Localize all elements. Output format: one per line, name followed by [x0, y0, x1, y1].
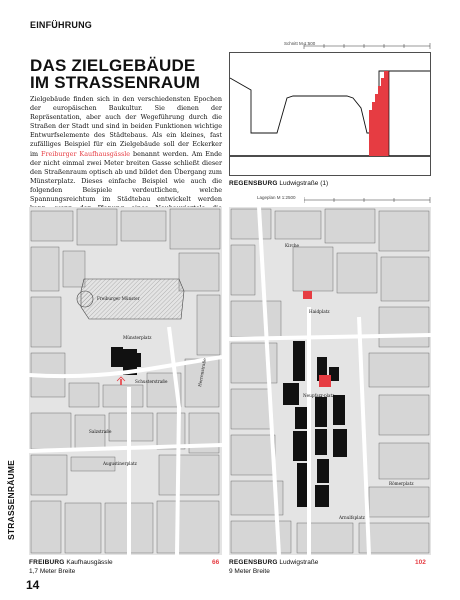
- regensburg-figure-number: 102: [415, 559, 426, 566]
- label-augustinerplatz: Augustinerplatz: [103, 461, 137, 466]
- section-profile: [230, 71, 430, 133]
- section-label: EINFÜHRUNG: [30, 20, 92, 30]
- section-scale-bar: [304, 43, 430, 49]
- label-schusterstrasse: Schusterstraße: [135, 379, 168, 384]
- section-figure: [229, 38, 431, 187]
- regensburg-caption: [229, 559, 318, 566]
- label-haidplatz: Haidplatz: [309, 309, 330, 314]
- section-caption-street: Ludwigstraße (1): [279, 180, 329, 187]
- title-line-1: DAS ZIELGEBÄUDE: [30, 56, 196, 75]
- section-scale-label: Schnitt M 1:500: [284, 41, 316, 46]
- freiburg-site-plan: [29, 207, 222, 555]
- site-plan-scale-bar: [304, 192, 432, 206]
- label-ludwigstrasse: Ludwigstraße: [317, 395, 324, 426]
- regensburg-caption-street: Ludwigstraße: [279, 559, 319, 566]
- section-drawing: [229, 38, 431, 176]
- freiburg-figure-number: 66: [212, 559, 220, 566]
- intro-text-2: benannt werden. Am Ende der nicht einmal zwei Meter breiten Gasse schließt dieser den Straßenraum optisch ab und bildet den Übergang zum Münsterplatz. Dieses einfache Beispiel wie auch die folgenden Beispiele verdeutlichen, welche Spannungsreichtum im Städtebau entwickelt werden: [30, 149, 222, 204]
- regensburg-map: [229, 207, 431, 575]
- label-herrenstrasse: Herrenstraße: [197, 357, 208, 388]
- label-roemerplatz: Römerplatz: [389, 481, 414, 486]
- label-muensterplatz: Münsterplatz: [123, 335, 152, 340]
- freiburg-caption-street: Kaufhausgässle: [66, 559, 113, 566]
- vertical-section-tag: STRASSENRÄUME: [6, 459, 16, 540]
- freiburg-caption: [29, 559, 113, 566]
- regensburg-red-target: [319, 375, 331, 387]
- label-salzstrasse: Salzstraße: [89, 429, 112, 434]
- freiburg-caption-sub: 1,7 Meter Breite: [29, 568, 76, 575]
- title-line-2: IM STRASSENRAUM: [30, 73, 201, 92]
- site-plan-scale-label: Lageplan M 1:2500: [257, 195, 296, 200]
- regensburg-site-plan: [229, 207, 431, 555]
- freiburg-caption-city: FREIBURG: [29, 559, 65, 566]
- regensburg-caption-sub: 9 Meter Breite: [229, 568, 270, 575]
- regensburg-red-church: [303, 291, 312, 299]
- section-caption: [229, 180, 328, 187]
- label-muenster: Freiburger Münster: [97, 296, 140, 301]
- page-number: 14: [26, 578, 40, 592]
- intro-text-1: Zielgebäude finden sich in den verschiedensten Epochen der europäischen Baukultur. Sie dienen der Repräsentation, aber auch der Wegeführung durch die Straßen der Stadt und sind in beiden Funktionen wichtige Entwurfselemente des Städtebaus. Als ein kleines, fast zufälliges Beispiel für ein Zielgebäude soll der Eckerker im: [30, 95, 222, 158]
- page-title: [30, 57, 200, 91]
- freiburg-map: [29, 207, 222, 575]
- label-neupfarrplatz: Neupfarr-platz: [303, 393, 335, 398]
- regensburg-caption-city: REGENSBURG: [229, 559, 278, 566]
- label-arnulfsplatz: Arnulfsplatz: [339, 515, 365, 520]
- label-kirche: Kirche: [285, 243, 299, 248]
- section-caption-city: REGENSBURG: [229, 180, 278, 187]
- intro-highlight: Freiburger Kaufhausgässle: [41, 149, 131, 158]
